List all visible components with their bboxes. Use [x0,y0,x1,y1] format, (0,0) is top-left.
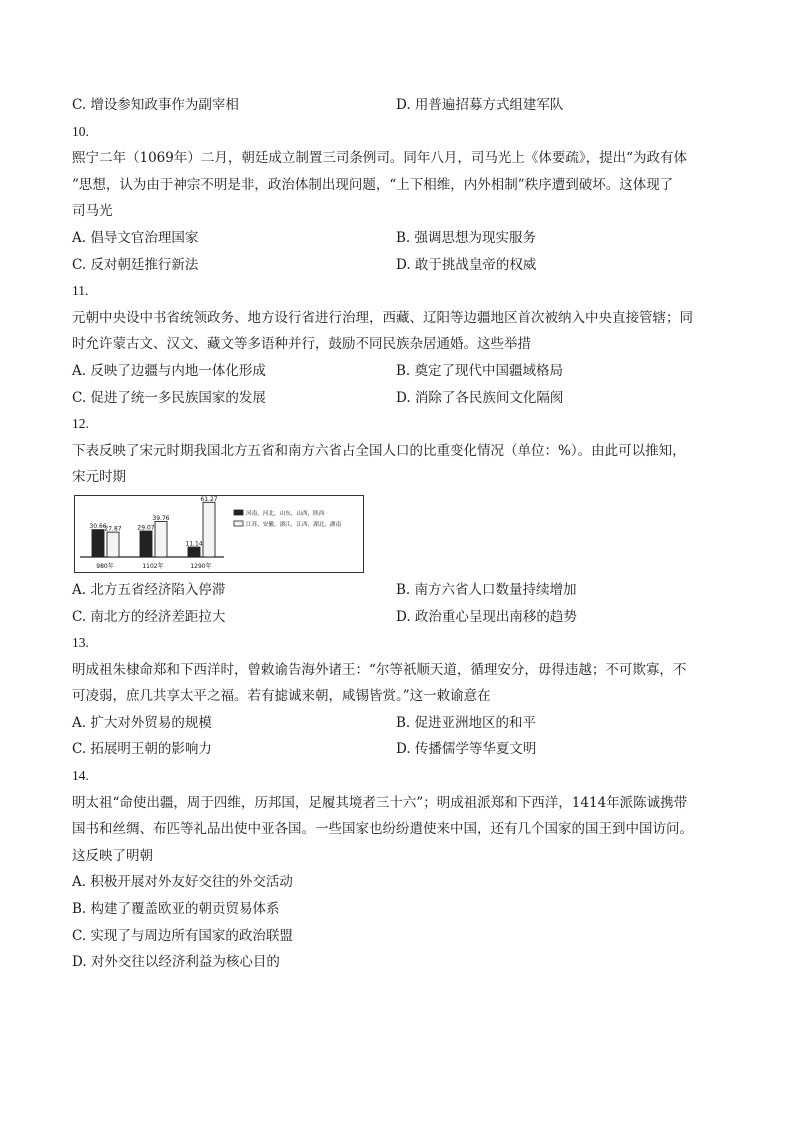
q11-option-d: D. 消除了各民族间文化隔阂 [396,389,564,406]
q10-number: 10. [72,123,89,139]
q11-option-a: A. 反映了边疆与内地一体化形成 [72,362,266,379]
q9-option-d: D. 用普遍招募方式组建军队 [396,97,564,113]
q10-stem-line-1: 熙宁二年（1069年）二月，朝廷成立制置三司条例司。同年八月，司马光上《体要疏》，提出“为政有体 [72,150,688,167]
q10-option-c: C. 反对朝廷推行新法 [72,256,199,273]
population-bar-chart [74,495,364,573]
q9-option-c: C. 增设参知政事作为副宰相 [72,97,239,113]
q12-number: 12. [72,416,89,432]
data-label-0-0: 30.66 [89,523,107,531]
q11-option-b: B. 奠定了现代中国疆域格局 [396,362,564,379]
bar-2-0 [188,547,200,557]
legend-swatch-0 [234,510,243,515]
population-chart [74,495,364,573]
data-label-1-1: 39.76 [152,514,170,522]
x-tick-label-0: 980年 [96,562,114,570]
q9-options [72,92,722,119]
q11-number: 11. [72,283,89,299]
q12-stem-line-2: 宋元时期 [72,469,126,486]
exam-page [72,92,722,976]
q12-option-a: A. 北方五省经济陷入停滞 [72,581,226,598]
q14-option-c: C. 实现了与周边所有国家的政治联盟 [72,927,293,944]
legend-label-1: 江苏，安徽，浙江，江西，湖北，湖南 [246,521,342,528]
q13-option-b: B. 促进亚洲地区的和平 [396,714,537,731]
data-label-2-0: 11.14 [185,540,203,548]
data-label-0-1: 27.87 [104,525,122,533]
q13-option-c: C. 拓展明王朝的影响力 [72,741,212,758]
q14-stem-line-1: 明太祖“命使出疆，周于四维，历邦国，足履其境者三十六”；明成祖派郑和下西洋，1414年派陈诚携带 [72,794,688,811]
q11-options-row-1 [72,358,722,385]
q11-option-c: C. 促进了统一多民族国家的发展 [72,389,266,406]
q14-option-a: A. 积极开展对外友好交往的外交活动 [72,874,293,891]
bar-1-0 [140,531,152,557]
data-label-1-0: 29.07 [137,524,155,532]
q13-number: 13. [72,635,89,651]
q13-options-row-1 [72,710,722,737]
q10-option-a: A. 倡导文官治理国家 [72,229,199,246]
q11-options-row-2 [72,385,722,412]
q12-option-b: B. 南方六省人口数量持续增加 [396,581,577,598]
q12-option-c: C. 南北方的经济差距拉大 [72,608,226,625]
data-label-2-1: 61.27 [200,495,218,503]
q14-option-b: B. 构建了覆盖欧亚的朝贡贸易体系 [72,901,280,918]
q14-stem-line-2: 国书和丝绸、布匹等礼品出使中亚各国。一些国家也纷纷遣使来中国，还有几个国家的国王到中国访问。 [72,821,693,838]
q14-number: 14. [72,768,89,784]
q12-stem-line-1: 下表反映了宋元时期我国北方五省和南方六省占全国人口的比重变化情况（单位：%）。由此可以推知， [72,442,686,459]
x-tick-label-1: 1102年 [142,562,164,570]
q14-option-d: D. 对外交往以经济利益为核心目的 [72,954,280,971]
q12-options-row-1 [72,577,722,604]
q14-stem-line-3: 这反映了明朝 [72,847,153,864]
bar-0-1 [107,532,119,557]
bar-0-0 [92,530,104,557]
q10-options-row-2 [72,252,722,279]
bar-1-1 [155,521,167,556]
q10-option-b: B. 强调思想为现实服务 [396,229,537,246]
q13-option-a: A. 扩大对外贸易的规模 [72,714,212,731]
q12-options-row-2 [72,604,722,631]
q11-stem-line-1: 元朝中央设中书省统领政务、地方设行省进行治理，西藏、辽阳等边疆地区首次被纳入中央直接管辖；同 [72,309,693,326]
legend-swatch-1 [234,521,243,526]
q10-options-row-1 [72,225,722,252]
legend-label-0: 河南，河北，山东，山西，陕西 [246,510,325,517]
q13-option-d: D. 传播儒学等华夏文明 [396,741,537,758]
q13-stem-line-1: 明成祖朱棣命郑和下西洋时，曾敕谕告海外诸王：“尔等祇顺天道，循理安分，毋得违越；不可欺寡，不 [72,661,687,678]
q12-option-d: D. 政治重心呈现出南移的趋势 [396,608,577,625]
q10-option-d: D. 敢于挑战皇帝的权威 [396,256,537,273]
q10-stem-line-2: ”思想，认为由于神宗不明是非，政治体制出现问题，“上下相维，内外相制”秩序遭到破坏。这体现了 [72,176,674,193]
q13-stem-line-2: 可凌弱，庶几共享太平之福。若有摅诚来朝，咸锡皆赏。”这一敕谕意在 [72,688,491,705]
q10-stem-line-3: 司马光 [72,203,113,220]
x-tick-label-2: 1290年 [190,562,212,570]
bar-2-1 [203,502,215,557]
q13-options-row-2 [72,736,722,763]
q11-stem-line-2: 时允许蒙古文、汉文、藏文等多语种并行，鼓励不同民族杂居通婚。这些举措 [72,336,531,353]
